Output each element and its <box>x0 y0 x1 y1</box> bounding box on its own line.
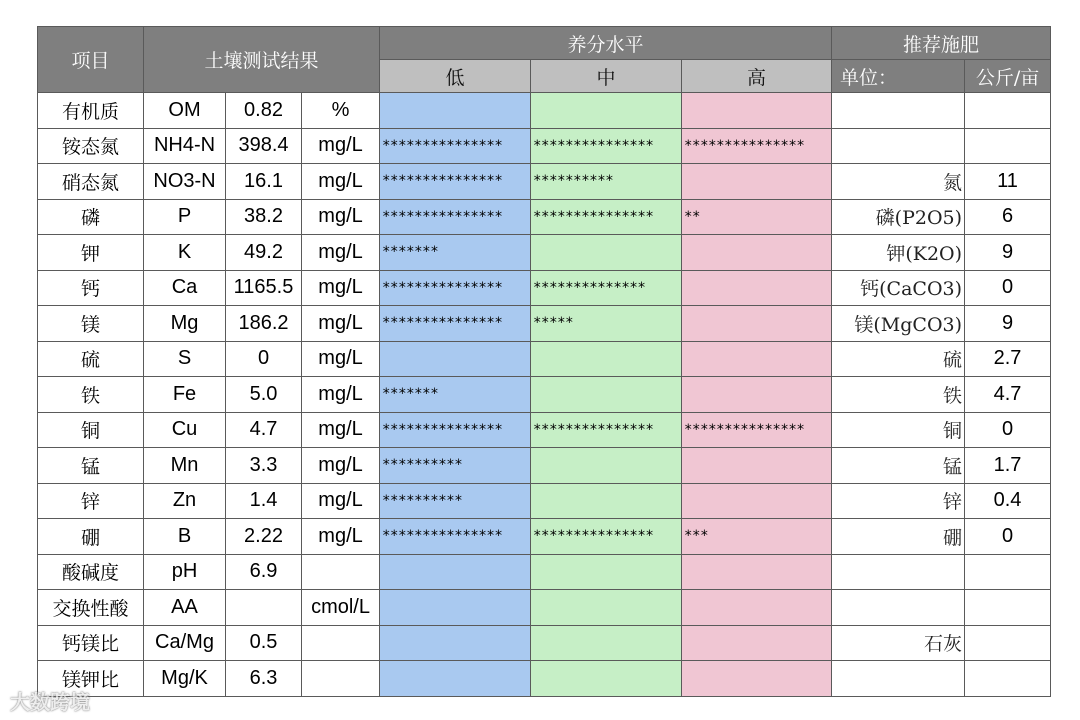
cell-name: 酸碱度 <box>38 554 144 590</box>
cell-level-mid <box>531 93 682 129</box>
cell-recommended-name <box>832 554 965 590</box>
cell-recommended-name: 氮 <box>832 164 965 200</box>
table-row <box>38 306 1051 342</box>
cell-level-high <box>682 377 832 413</box>
cell-symbol: AA <box>144 590 226 626</box>
cell-value: 186.2 <box>226 306 302 342</box>
cell-value: 1.4 <box>226 483 302 519</box>
cell-level-high <box>682 306 832 342</box>
table-row <box>38 377 1051 413</box>
cell-unit: cmol/L <box>302 590 380 626</box>
cell-recommended-value: 9 <box>965 235 1051 271</box>
table-row <box>38 199 1051 235</box>
cell-level-low: *************** <box>380 412 531 448</box>
cell-recommended-name: 硫 <box>832 341 965 377</box>
cell-symbol: Mn <box>144 448 226 484</box>
cell-level-high: ** <box>682 199 832 235</box>
cell-value: 38.2 <box>226 199 302 235</box>
cell-level-high: *** <box>682 519 832 555</box>
cell-recommended-value <box>965 93 1051 129</box>
cell-recommended-name: 磷(P2O5) <box>832 199 965 235</box>
table-body <box>38 93 1051 697</box>
cell-symbol: S <box>144 341 226 377</box>
table-row <box>38 661 1051 697</box>
cell-level-mid: *************** <box>531 128 682 164</box>
cell-name: 有机质 <box>38 93 144 129</box>
cell-level-mid <box>531 341 682 377</box>
header-unit-label: 单位： <box>832 60 965 93</box>
cell-recommended-name <box>832 128 965 164</box>
cell-level-low: *************** <box>380 128 531 164</box>
cell-level-mid: *************** <box>531 519 682 555</box>
cell-level-mid <box>531 625 682 661</box>
cell-level-low: ********** <box>380 448 531 484</box>
cell-symbol: B <box>144 519 226 555</box>
cell-recommended-name: 铜 <box>832 412 965 448</box>
cell-level-mid <box>531 483 682 519</box>
cell-symbol: Cu <box>144 412 226 448</box>
cell-unit: mg/L <box>302 483 380 519</box>
cell-recommended-name: 锰 <box>832 448 965 484</box>
cell-symbol: P <box>144 199 226 235</box>
cell-level-low <box>380 661 531 697</box>
cell-symbol: pH <box>144 554 226 590</box>
cell-unit <box>302 661 380 697</box>
cell-recommended-value: 9 <box>965 306 1051 342</box>
cell-level-low: ********** <box>380 483 531 519</box>
cell-recommended-value <box>965 625 1051 661</box>
cell-recommended-value: 0 <box>965 412 1051 448</box>
cell-recommended-name <box>832 590 965 626</box>
cell-unit: % <box>302 93 380 129</box>
cell-recommended-value: 2.7 <box>965 341 1051 377</box>
table-row <box>38 625 1051 661</box>
cell-level-mid <box>531 590 682 626</box>
cell-unit: mg/L <box>302 341 380 377</box>
cell-level-high <box>682 625 832 661</box>
table-row <box>38 519 1051 555</box>
cell-recommended-value: 0.4 <box>965 483 1051 519</box>
cell-name: 镁 <box>38 306 144 342</box>
cell-recommended-value: 4.7 <box>965 377 1051 413</box>
header-item: 项目 <box>38 27 144 93</box>
cell-level-low <box>380 554 531 590</box>
table-row <box>38 412 1051 448</box>
cell-level-high <box>682 93 832 129</box>
cell-unit: mg/L <box>302 128 380 164</box>
soil-test-table <box>37 26 1051 697</box>
cell-value: 1165.5 <box>226 270 302 306</box>
table-row <box>38 341 1051 377</box>
cell-recommended-value: 11 <box>965 164 1051 200</box>
cell-symbol: OM <box>144 93 226 129</box>
cell-name: 硝态氮 <box>38 164 144 200</box>
cell-level-low <box>380 625 531 661</box>
cell-level-mid <box>531 661 682 697</box>
cell-name: 铜 <box>38 412 144 448</box>
cell-recommended-name: 钾(K2O) <box>832 235 965 271</box>
cell-level-mid <box>531 554 682 590</box>
table-row <box>38 235 1051 271</box>
cell-symbol: Mg <box>144 306 226 342</box>
table-row <box>38 590 1051 626</box>
table-row <box>38 93 1051 129</box>
cell-level-high: *************** <box>682 412 832 448</box>
header-low: 低 <box>380 60 531 93</box>
cell-name: 硼 <box>38 519 144 555</box>
header-unit-value: 公斤/亩 <box>965 60 1051 93</box>
header-mid: 中 <box>531 60 682 93</box>
cell-value: 4.7 <box>226 412 302 448</box>
cell-name: 交换性酸 <box>38 590 144 626</box>
cell-recommended-value: 1.7 <box>965 448 1051 484</box>
cell-level-high <box>682 483 832 519</box>
cell-level-low: *************** <box>380 306 531 342</box>
cell-name: 锌 <box>38 483 144 519</box>
cell-level-high: *************** <box>682 128 832 164</box>
cell-level-mid <box>531 235 682 271</box>
cell-unit: mg/L <box>302 164 380 200</box>
cell-symbol: K <box>144 235 226 271</box>
cell-level-high <box>682 448 832 484</box>
cell-name: 钙镁比 <box>38 625 144 661</box>
cell-recommended-name <box>832 661 965 697</box>
cell-value: 0.82 <box>226 93 302 129</box>
cell-unit: mg/L <box>302 377 380 413</box>
cell-recommended-name: 锌 <box>832 483 965 519</box>
table-row <box>38 128 1051 164</box>
cell-recommended-value <box>965 661 1051 697</box>
cell-value: 16.1 <box>226 164 302 200</box>
cell-level-mid: ********** <box>531 164 682 200</box>
cell-value: 6.3 <box>226 661 302 697</box>
cell-level-mid: ***** <box>531 306 682 342</box>
cell-value <box>226 590 302 626</box>
cell-unit <box>302 625 380 661</box>
cell-recommended-value <box>965 554 1051 590</box>
cell-recommended-name: 铁 <box>832 377 965 413</box>
cell-level-high <box>682 235 832 271</box>
cell-name: 钙 <box>38 270 144 306</box>
cell-unit <box>302 554 380 590</box>
cell-recommended-name: 石灰 <box>832 625 965 661</box>
cell-level-high <box>682 661 832 697</box>
cell-value: 2.22 <box>226 519 302 555</box>
header-nutrient-level: 养分水平 <box>380 27 832 60</box>
cell-unit: mg/L <box>302 448 380 484</box>
cell-unit: mg/L <box>302 519 380 555</box>
watermark-logo: 大数跨境 <box>10 690 90 714</box>
cell-recommended-name <box>832 93 965 129</box>
table-row <box>38 270 1051 306</box>
cell-level-mid: *************** <box>531 199 682 235</box>
cell-name: 铁 <box>38 377 144 413</box>
cell-level-mid: *************** <box>531 412 682 448</box>
cell-recommended-name: 钙(CaCO3) <box>832 270 965 306</box>
header-results: 土壤测试结果 <box>144 27 380 93</box>
cell-value: 0.5 <box>226 625 302 661</box>
cell-name: 硫 <box>38 341 144 377</box>
cell-recommended-name: 硼 <box>832 519 965 555</box>
cell-level-low: *************** <box>380 199 531 235</box>
cell-name: 磷 <box>38 199 144 235</box>
cell-value: 5.0 <box>226 377 302 413</box>
cell-recommended-name: 镁(MgCO3) <box>832 306 965 342</box>
cell-level-low: *************** <box>380 270 531 306</box>
cell-level-high <box>682 554 832 590</box>
cell-unit: mg/L <box>302 199 380 235</box>
cell-recommended-value: 0 <box>965 270 1051 306</box>
cell-name: 铵态氮 <box>38 128 144 164</box>
cell-value: 398.4 <box>226 128 302 164</box>
cell-value: 6.9 <box>226 554 302 590</box>
cell-value: 49.2 <box>226 235 302 271</box>
cell-value: 0 <box>226 341 302 377</box>
cell-level-mid <box>531 448 682 484</box>
table-row <box>38 554 1051 590</box>
cell-name: 锰 <box>38 448 144 484</box>
cell-symbol: NO3-N <box>144 164 226 200</box>
cell-recommended-value: 6 <box>965 199 1051 235</box>
cell-name: 钾 <box>38 235 144 271</box>
cell-symbol: Ca/Mg <box>144 625 226 661</box>
cell-symbol: Zn <box>144 483 226 519</box>
cell-symbol: Ca <box>144 270 226 306</box>
cell-unit: mg/L <box>302 306 380 342</box>
cell-symbol: Mg/K <box>144 661 226 697</box>
cell-level-low <box>380 590 531 626</box>
cell-unit: mg/L <box>302 412 380 448</box>
cell-recommended-value: 0 <box>965 519 1051 555</box>
cell-level-high <box>682 164 832 200</box>
cell-level-low <box>380 93 531 129</box>
cell-level-low: ******* <box>380 235 531 271</box>
cell-value: 3.3 <box>226 448 302 484</box>
cell-level-low: ******* <box>380 377 531 413</box>
cell-symbol: NH4-N <box>144 128 226 164</box>
cell-level-high <box>682 270 832 306</box>
cell-recommended-value <box>965 128 1051 164</box>
cell-level-mid: ************** <box>531 270 682 306</box>
cell-level-low: *************** <box>380 164 531 200</box>
header-high: 高 <box>682 60 832 93</box>
cell-level-high <box>682 590 832 626</box>
cell-unit: mg/L <box>302 270 380 306</box>
cell-level-low: *************** <box>380 519 531 555</box>
cell-symbol: Fe <box>144 377 226 413</box>
cell-unit: mg/L <box>302 235 380 271</box>
cell-name: 镁钾比 <box>38 661 144 697</box>
cell-level-high <box>682 341 832 377</box>
table-row <box>38 483 1051 519</box>
header-recommended: 推荐施肥 <box>832 27 1051 60</box>
table-row <box>38 164 1051 200</box>
table-row <box>38 448 1051 484</box>
cell-level-mid <box>531 377 682 413</box>
cell-recommended-value <box>965 590 1051 626</box>
cell-level-low <box>380 341 531 377</box>
